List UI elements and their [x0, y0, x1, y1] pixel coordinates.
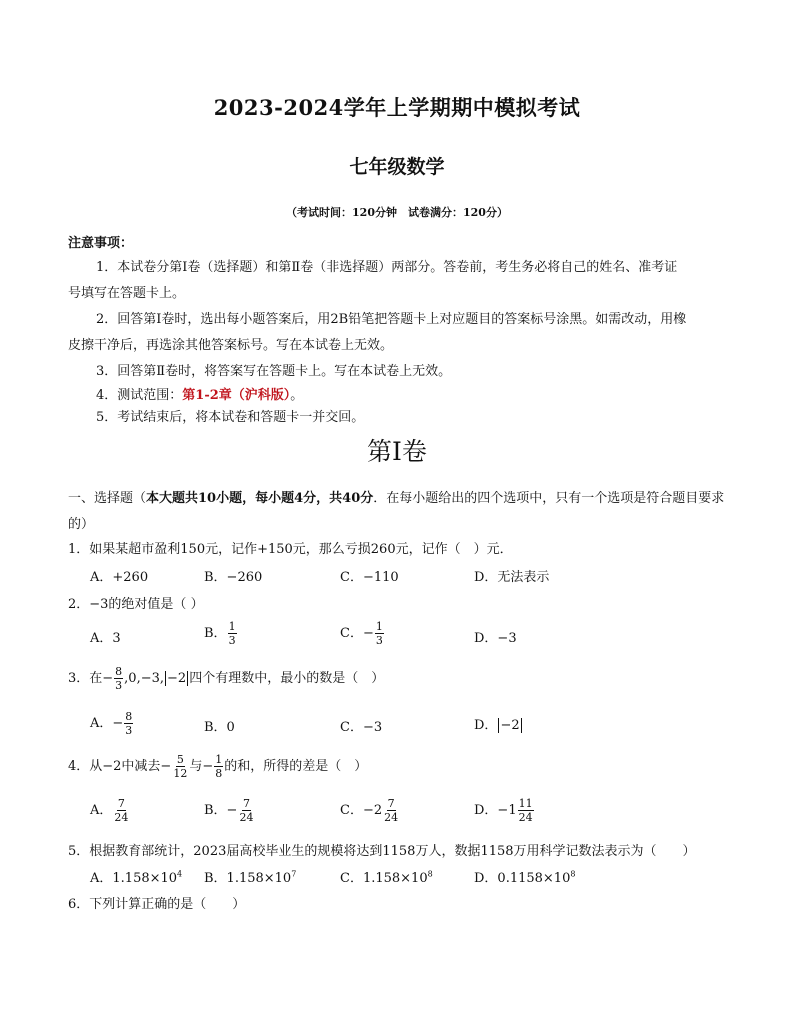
test-scope: 第1-2章（沪科版） — [182, 388, 291, 403]
q4-option-a-label: A． — [90, 803, 113, 818]
q3-stem-part: 四个有理数中，最小的数是（ ） — [189, 671, 385, 686]
q5-option-a-base: A．1.158×10 — [90, 871, 178, 886]
q4-stem-part: 的和，所得的差是（ ） — [224, 759, 368, 774]
fraction-denominator: 24 — [518, 811, 533, 824]
fraction-numerator: 8 — [115, 665, 123, 678]
fraction-denominator: 8 — [215, 767, 223, 780]
q5-option-a-exponent: 4 — [177, 869, 183, 879]
exam-subject: 七年级数学 — [349, 156, 445, 178]
notice-heading: 注意事项： — [68, 236, 134, 251]
q4-option-d — [474, 797, 535, 824]
question-4-stem — [68, 753, 367, 780]
q5-option-c — [340, 867, 433, 886]
q2-option-c-label: C．− — [340, 626, 374, 641]
question-5-stem: 5．根据教育部统计，2023届高校毕业生的规模将达到1158万人，数据1158万用科学记数法表示为（ ） — [68, 844, 696, 859]
fraction-denominator: 12 — [173, 767, 188, 780]
q5-option-b-exponent: 7 — [291, 869, 297, 879]
q3-stem-fraction — [114, 665, 123, 692]
q5-option-b-base: B．1.158×10 — [204, 871, 292, 886]
question-1-stem: 1．如果某超市盈利150元，记作+150元，那么亏损260元，记作（ ）元． — [68, 542, 513, 557]
q4-option-c-label: C．−2 — [340, 803, 383, 818]
notice-item-3: 3．回答第Ⅱ卷时，将答案写在答题卡上。写在本试卷上无效。 — [96, 364, 452, 379]
q4-option-c — [340, 797, 400, 824]
q5-option-d-exponent: 8 — [570, 869, 576, 879]
section-1-bold: 本大题共10小题，每小题4分，共40分 — [146, 491, 374, 506]
fraction-numerator: 5 — [176, 753, 184, 766]
fraction-denominator: 24 — [239, 811, 254, 824]
q3-option-a-fraction — [124, 710, 133, 737]
section-1-prefix: 一、选择题（ — [68, 491, 147, 506]
volume-title: 第Ⅰ卷 — [367, 437, 427, 466]
q3-option-a — [90, 710, 134, 737]
q4-option-d-fraction — [518, 797, 534, 824]
q3-option-d-label: D． — [474, 718, 498, 733]
fraction-numerator: 8 — [125, 710, 133, 723]
q4-option-c-fraction — [383, 797, 399, 824]
fraction-denominator: 24 — [384, 811, 399, 824]
question-6-stem: 6．下列计算正确的是（ ） — [68, 897, 246, 912]
question-3-stem — [68, 665, 384, 692]
fraction-denominator: 24 — [114, 811, 129, 824]
q3-stem-part: 3．在− — [68, 671, 114, 686]
fraction-numerator: 1 — [228, 620, 236, 633]
q1-option-a: A．+260 — [90, 570, 149, 585]
q2-option-a: A．3 — [90, 631, 121, 646]
q1-option-b: B．−260 — [204, 570, 263, 585]
notice-item-2-line-1: 2．回答第Ⅰ卷时，选出每小题答案后，用2B铅笔把答题卡上对应题目的答案标号涂黑。如需改动，用橡 — [96, 312, 687, 327]
fraction-denominator: 3 — [375, 634, 383, 647]
q1-option-d: D．无法表示 — [474, 570, 550, 585]
fraction-numerator: 7 — [242, 797, 250, 810]
fraction-numerator: 7 — [117, 797, 125, 810]
notice-item-2-line-2: 皮擦干净后，再选涂其他答案标号。写在本试卷上无效。 — [68, 338, 394, 353]
question-2-stem: 2．−3的绝对值是（ ） — [68, 597, 204, 612]
section-1-heading — [68, 486, 728, 538]
q3-option-c: C．−3 — [340, 720, 383, 735]
notice-item-4-prefix: 4．测试范围： — [96, 388, 183, 403]
fraction-denominator: 3 — [125, 724, 133, 737]
q3-option-d-abs-value: −2 — [500, 718, 520, 733]
q4-option-b-fraction — [238, 797, 254, 824]
q4-stem-part: 与− — [189, 759, 214, 774]
q3-option-b: B．0 — [204, 720, 235, 735]
q4-option-d-label: D．−1 — [474, 803, 517, 818]
q5-option-b — [204, 867, 296, 886]
fraction-numerator: 1 — [215, 753, 223, 766]
fraction-denominator: 3 — [115, 679, 123, 692]
q4-stem-fraction-2 — [214, 753, 223, 780]
notice-item-1-line-1: 1．本试卷分第Ⅰ卷（选择题）和第Ⅱ卷（非选择题）两部分。答卷前，考生务必将自己的姓名、准考证 — [96, 260, 678, 275]
exam-time-info: （考试时间：120分钟 试卷满分：120分） — [286, 206, 508, 219]
q4-stem-part: 4．从−2中减去− — [68, 759, 172, 774]
q3-stem-abs-value: −2 — [167, 671, 187, 686]
q2-option-d: D．−3 — [474, 631, 517, 646]
q3-stem-part: ,0,−3, — [124, 671, 165, 686]
q2-option-b-fraction — [228, 620, 237, 647]
notice-item-1-line-2: 号填写在答题卡上。 — [68, 286, 186, 301]
fraction-numerator: 7 — [387, 797, 395, 810]
q4-option-a — [90, 797, 130, 824]
q5-option-c-base: C．1.158×10 — [340, 871, 428, 886]
q3-option-a-label: A．− — [90, 716, 124, 731]
q4-option-a-fraction — [113, 797, 129, 824]
q4-option-b-label: B．− — [204, 803, 238, 818]
q1-option-c: C．−110 — [340, 570, 399, 585]
q4-option-b — [204, 797, 255, 824]
q3-option-d — [474, 714, 523, 733]
notice-item-4-suffix: 。 — [290, 388, 304, 403]
fraction-denominator: 3 — [228, 634, 236, 647]
q2-option-b — [204, 620, 238, 647]
abs-bar-left — [165, 671, 166, 686]
exam-title: 2023-2024学年上学期期中模拟考试 — [213, 95, 581, 120]
q5-option-c-exponent: 8 — [427, 869, 433, 879]
abs-bar-right — [521, 718, 522, 733]
q5-option-a — [90, 867, 182, 886]
q2-option-c — [340, 620, 385, 647]
q4-stem-fraction-1 — [172, 753, 188, 780]
notice-item-5: 5．考试结束后，将本试卷和答题卡一并交回。 — [96, 410, 365, 425]
fraction-numerator: 1 — [375, 620, 383, 633]
q2-option-b-label: B． — [204, 626, 227, 641]
fraction-numerator: 11 — [518, 797, 533, 810]
q5-option-d — [474, 867, 575, 886]
q2-option-c-fraction — [375, 620, 384, 647]
q5-option-d-base: D．0.1158×10 — [474, 871, 571, 886]
section-1-suffix: ．在每小题给出的四个选项中，只有一个选项是符合题目要求的） — [68, 491, 725, 532]
notice-item-4 — [96, 386, 303, 406]
